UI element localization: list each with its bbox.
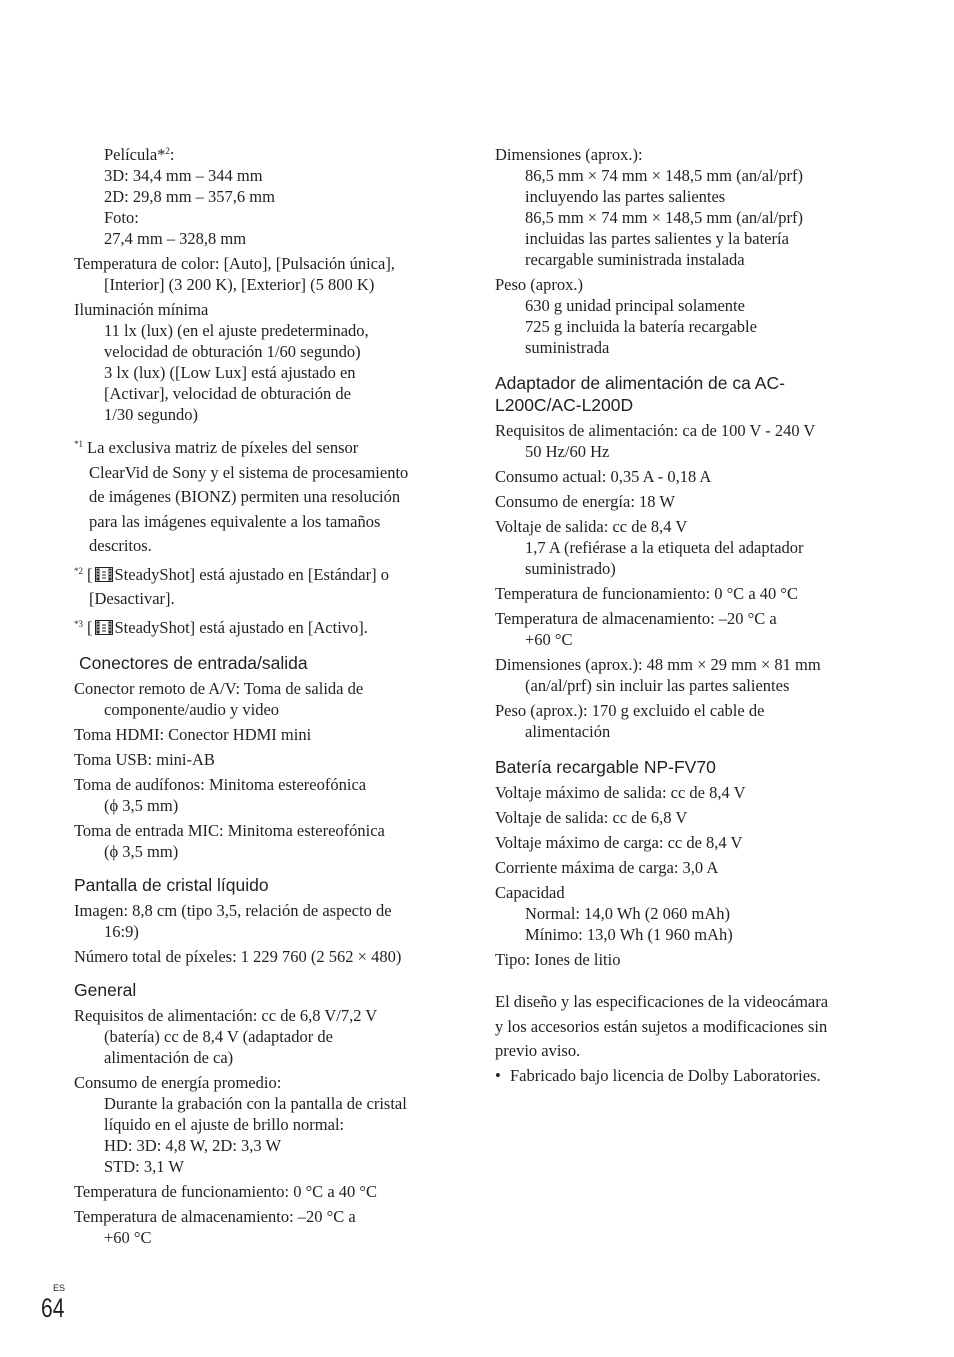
pelicula-label: Película*$^2$: (104, 145, 175, 164)
dolby-bullet-item: • Fabricado bajo licencia de Dolby Laboratories. (495, 1064, 875, 1089)
heading-line: Adaptador de alimentación de ca AC- (495, 373, 785, 393)
spec-line: Peso (aprox.): 170 g excluido el cable de (495, 701, 765, 720)
spec-line: HD: 3D: 4,8 W, 2D: 3,3 W (104, 1136, 282, 1155)
spec-line: Voltaje de salida: cc de 6,8 V (495, 808, 688, 827)
footnote-line: descritos. (89, 536, 152, 555)
spec-line: Requisitos de alimentación: cc de 6,8 V/7,2 V (74, 1006, 378, 1025)
footnote-line: para las imágenes equivalente a los tamaños (89, 511, 381, 531)
spec-line: (ϕ 3,5 mm) (104, 796, 179, 815)
footnote-1: $^{*1}$ La exclusiva matriz de píxeles del sensor (74, 438, 359, 457)
spec-line: incluyendo las partes salientes (525, 187, 726, 206)
spec-line: (an/al/prf) sin incluir las partes salientes (525, 676, 790, 695)
footnotes (74, 432, 454, 640)
steadyshot-film-icon (95, 567, 113, 582)
spec-line: suministrada (525, 338, 610, 357)
spec-line: 1/30 segundo) (104, 405, 198, 424)
spec-line: suministrado) (525, 559, 616, 578)
spec-line: componente/audio y video (104, 700, 280, 719)
heading-line: L200C/AC-L200D (495, 395, 634, 415)
spec-line: Normal: 14,0 Wh (2 060 mAh) (525, 904, 731, 923)
spec-line: Consumo de energía: 18 W (495, 492, 675, 511)
spec-line: Durante la grabación con la pantalla de cristal (104, 1094, 407, 1113)
bullet-icon: • (495, 1065, 501, 1085)
left-column (74, 144, 454, 1248)
spec-line: [Interior] (3 200 K), [Exterior] (5 800 K) (104, 275, 375, 294)
spec-line: Requisitos de alimentación: ca de 100 V - 240 V (495, 421, 816, 440)
footnote-2: $^{*2}$ [ SteadyShot] está ajustado en [Estándar] o (74, 564, 389, 584)
spec-line: Número total de píxeles: 1 229 760 (2 562 × 480) (74, 947, 402, 966)
spec-line: alimentación de ca) (104, 1048, 234, 1067)
spec-line: Capacidad (495, 883, 565, 902)
paragraph-line: y los accesorios están sujetos a modificaciones sin (495, 1016, 828, 1036)
spec-line: Voltaje máximo de salida: cc de 8,4 V (495, 783, 746, 802)
paragraph-line: previo aviso. (495, 1041, 581, 1060)
spec-line: líquido en el ajuste de brillo normal: (104, 1115, 345, 1134)
footnote-line: de imágenes (BIONZ) permiten una resolución (89, 487, 401, 506)
spec-line: Temperatura de almacenamiento: –20 °C a (74, 1207, 356, 1226)
section-heading-bateria: Batería recargable NP-FV70 (495, 757, 716, 777)
spec-line: Peso (aprox.) (495, 275, 583, 294)
spec-line: incluidas las partes salientes y la batería (525, 229, 789, 248)
spec-line: Voltaje de salida: cc de 8,4 V (495, 517, 688, 536)
spec-line: Temperatura de color: [Auto], [Pulsación única], (74, 254, 395, 273)
spec-line: 86,5 mm × 74 mm × 148,5 mm (an/al/prf) (525, 208, 803, 227)
spec-line: +60 °C (525, 630, 573, 649)
spec-line: Foto: (104, 208, 139, 227)
spec-line: (batería) cc de 8,4 V (adaptador de (104, 1027, 333, 1046)
spec-line: 1,7 A (refiérase a la etiqueta del adaptador (525, 538, 804, 557)
spec-line: Toma de audífonos: Minitoma estereofónica (74, 775, 367, 794)
disclaimer-paragraph (495, 990, 875, 1088)
spec-line: 11 lx (lux) (en el ajuste predeterminado, (104, 321, 369, 340)
spec-line: 50 Hz/60 Hz (525, 442, 610, 461)
spec-line: 3D: 34,4 mm – 344 mm (104, 166, 263, 185)
spec-line: 3 lx (lux) ([Low Lux] está ajustado en (104, 363, 356, 382)
page-number: 64 (41, 1293, 65, 1323)
spec-line: 86,5 mm × 74 mm × 148,5 mm (an/al/prf) (525, 166, 803, 185)
spec-line: Tipo: Iones de litio (495, 950, 621, 969)
spec-line: 725 g incluida la batería recargable (525, 317, 757, 336)
spec-line: Consumo de energía promedio: (74, 1073, 282, 1092)
spec-line: recargable suministrada instalada (525, 250, 745, 269)
spec-line: Iluminación mínima (74, 300, 209, 319)
section-heading-pantalla: Pantalla de cristal líquido (74, 875, 269, 895)
paragraph-line: El diseño y las especificaciones de la videocámara (495, 992, 829, 1011)
spec-line: Consumo actual: 0,35 A - 0,18 A (495, 467, 712, 486)
spec-line: Temperatura de almacenamiento: –20 °C a (495, 609, 777, 628)
right-column (495, 144, 875, 1088)
spec-line: Toma USB: mini-AB (74, 750, 215, 769)
spec-line: Corriente máxima de carga: 3,0 A (495, 858, 719, 877)
section-heading-adaptador (495, 372, 875, 416)
spec-line: Dimensiones (aprox.): 48 mm × 29 mm × 81 mm (495, 655, 821, 674)
spec-line: 27,4 mm – 328,8 mm (104, 229, 247, 248)
spec-line: +60 °C (104, 1228, 152, 1247)
spec-line: Dimensiones (aprox.): (495, 145, 643, 164)
spec-line: 2D: 29,8 mm – 357,6 mm (104, 187, 275, 206)
spec-line: [Activar], velocidad de obturación de (104, 384, 351, 403)
spec-line: Temperatura de funcionamiento: 0 °C a 40 °C (74, 1182, 377, 1201)
spec-line: Mínimo: 13,0 Wh (1 960 mAh) (525, 925, 733, 944)
spec-line: velocidad de obturación 1/60 segundo) (104, 342, 361, 361)
spec-line: (ϕ 3,5 mm) (104, 842, 179, 861)
footnote-line: ClearVid de Sony y el sistema de procesamiento (89, 462, 409, 482)
spec-line: 16:9) (104, 922, 139, 941)
spec-line: Temperatura de funcionamiento: 0 °C a 40 °C (495, 584, 798, 603)
spec-line: Toma de entrada MIC: Minitoma estereofónica (74, 821, 385, 840)
spec-line: STD: 3,1 W (104, 1157, 184, 1176)
language-code: ES (53, 1283, 66, 1293)
spec-line: Toma HDMI: Conector HDMI mini (74, 725, 312, 744)
spec-line: Voltaje máximo de carga: cc de 8,4 V (495, 833, 743, 852)
footnote-3: $^{*3}$ [ SteadyShot] está ajustado en [Activo]. (74, 617, 368, 637)
footnote-line: [Desactivar]. (89, 589, 175, 608)
spec-line: Conector remoto de A/V: Toma de salida de (74, 679, 364, 698)
section-heading-general: General (74, 980, 137, 1000)
spec-line: 630 g unidad principal solamente (525, 296, 745, 315)
spec-line: Imagen: 8,8 cm (tipo 3,5, relación de aspecto de (74, 901, 392, 920)
steadyshot-film-icon (95, 620, 113, 635)
spec-line: alimentación (525, 722, 611, 741)
section-heading-conectores: Conectores de entrada/salida (79, 653, 308, 673)
